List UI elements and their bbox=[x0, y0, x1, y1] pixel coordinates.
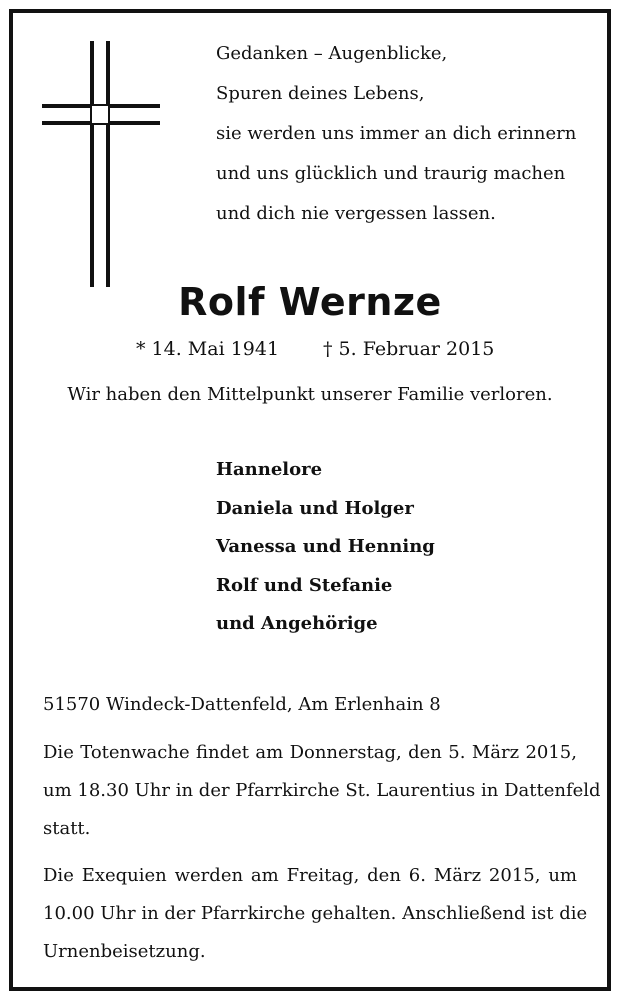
vigil-paragraph bbox=[43, 734, 601, 848]
mourner-name: Hannelore bbox=[216, 459, 323, 480]
family-address: 51570 Windeck-Dattenfeld, Am Erlenhain 8 bbox=[43, 694, 441, 715]
vigil-line: statt. bbox=[43, 818, 91, 839]
mourners-list bbox=[216, 451, 435, 644]
birth-date: * 14. Mai 1941 bbox=[136, 338, 280, 360]
poem-line: und uns glücklich und traurig machen bbox=[216, 163, 566, 184]
poem-line: sie werden uns immer an dich erinnern bbox=[216, 123, 577, 144]
exequies-paragraph bbox=[43, 857, 588, 971]
exequies-line: Urnenbeisetzung. bbox=[43, 941, 206, 962]
tagline: Wir haben den Mittelpunkt unserer Familie verloren. bbox=[67, 384, 553, 405]
poem-line: Spuren deines Lebens, bbox=[216, 83, 425, 104]
mourner-name: Rolf und Stefanie bbox=[216, 574, 393, 596]
poem-line: und dich nie vergessen lassen. bbox=[216, 203, 496, 224]
death-date: † 5. Februar 2015 bbox=[323, 338, 495, 360]
deceased-name: Rolf Wernze bbox=[178, 280, 442, 324]
cross-icon bbox=[42, 41, 160, 287]
exequies-line: Die Exequien werden am Freitag, den 6. März 2015, um bbox=[43, 865, 577, 886]
poem-line: Gedanken – Augenblicke, bbox=[216, 43, 448, 64]
mourner-name: Vanessa und Henning bbox=[216, 536, 435, 557]
vigil-line: Die Totenwache findet am Donnerstag, den 5. März 2015, bbox=[43, 742, 577, 763]
mourner-name: und Angehörige bbox=[216, 613, 378, 634]
exequies-line: 10.00 Uhr in der Pfarrkirche gehalten. Anschließend ist die bbox=[43, 903, 588, 924]
memorial-poem bbox=[216, 34, 596, 234]
vigil-line: um 18.30 Uhr in der Pfarrkirche St. Laurentius in Dattenfeld bbox=[43, 780, 601, 801]
mourner-name: Daniela und Holger bbox=[216, 497, 414, 519]
